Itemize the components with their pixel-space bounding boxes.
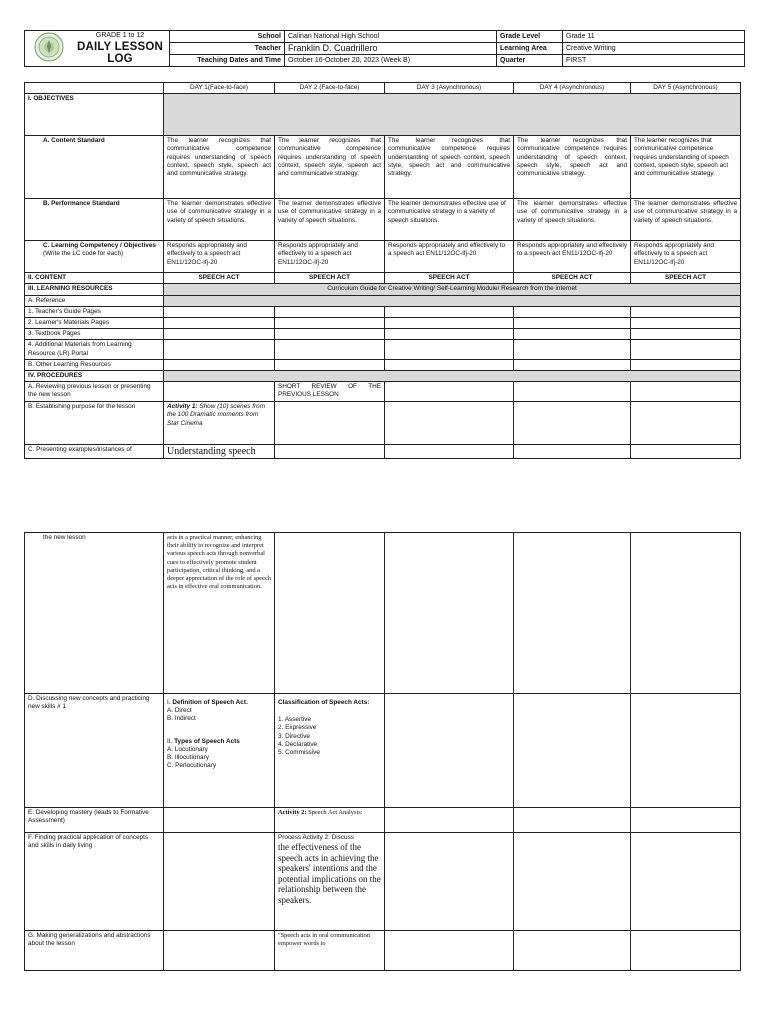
direct-item: A. Direct: [167, 707, 192, 715]
cell: [631, 359, 741, 370]
cell: [514, 833, 631, 931]
cell: [631, 694, 741, 808]
proc-e-day2: [275, 808, 385, 833]
indirect-item: B. Indirect: [167, 715, 196, 723]
procedures-grey: [164, 371, 741, 382]
cell: [514, 382, 631, 402]
types-heading: [167, 738, 271, 746]
quarter-label: Quarter: [497, 55, 563, 67]
day-header-5: DAY 5 (Asynchronous): [631, 83, 741, 94]
proc-c-day1-bottom: acts in a practical manner, enhancing their ability to recognize and interpret various speech acts through nonverbal cues to effectively promote student participation, critical thinking, and a deeper appreciation of the role of speech acts in effective oral communication.: [164, 533, 275, 694]
commissive-item: 5. Commissive: [278, 749, 320, 757]
cell: [385, 318, 514, 329]
definition-heading: [167, 699, 271, 707]
proc-d-label: D. Discussing new concepts and practicing new skills # 1: [25, 694, 164, 808]
performance-standard-day1: The learner demonstrates effective use of communicative strategy in a variety of speech situations.: [164, 199, 275, 241]
cell: [275, 533, 385, 694]
reference-label: A. Reference: [25, 295, 164, 306]
school-value: Calinan National High School: [285, 31, 497, 43]
content-standard-day4: The learner recognizes that communicative competence requires understanding of speech context, speech style, speech act and communicative strategy.: [514, 136, 631, 199]
learners-materials-label: 2. Learner's Materials Pages: [25, 318, 164, 329]
school-label: School: [170, 31, 285, 43]
performance-standard-day5: The learner demonstrates effective use of communicative strategy in a variety of speech situations.: [631, 199, 741, 241]
cell: [514, 533, 631, 694]
objectives-grey-band: [164, 94, 741, 136]
spacer: [278, 707, 381, 716]
cell: [385, 306, 514, 317]
content-standard-label: A. Content Standard: [25, 136, 164, 199]
cell: [164, 808, 275, 833]
activity2-rest: Speech Act Analysis:: [306, 809, 363, 816]
day-header-1: DAY 1(Face-to-face): [164, 83, 275, 94]
lesson-log-table-page1: [24, 82, 741, 459]
resources-heading: III. LEARNING RESOURCES: [25, 284, 164, 295]
cell: [631, 382, 741, 402]
dates-value: October 16-October 20, 2023 (Week B): [285, 55, 497, 67]
cell: [385, 402, 514, 445]
performance-standard-label: B. Performance Standard: [25, 199, 164, 241]
cell: [514, 318, 631, 329]
competency-label: [25, 241, 164, 273]
perlocutionary-item: C. Perlocutionary: [167, 762, 217, 770]
cell: [275, 306, 385, 317]
assertive-item: 1. Assertive: [278, 716, 312, 724]
procedures-heading: IV. PROCEDURES: [25, 371, 164, 382]
corner-cell: [25, 83, 164, 94]
other-resources-label: B. Other Learning Resources: [25, 359, 164, 370]
cell: [631, 340, 741, 359]
classification-title: Classification of Speech Acts:: [278, 699, 370, 706]
proc-g-label: G. Making generalizations and abstractions about the lesson: [25, 931, 164, 971]
teachers-guide-label: 1. Teacher's Guide Pages: [25, 306, 164, 317]
spacer: [167, 724, 271, 738]
directive-item: 3. Directive: [278, 732, 310, 740]
cell: [631, 931, 741, 971]
day-header-2: DAY 2 (Face-to-face): [275, 83, 385, 94]
grade-range-label: GRADE 1 to 12: [95, 32, 145, 39]
grade-level-value: Grade 11: [563, 31, 745, 43]
cell: [631, 329, 741, 340]
cell: [631, 833, 741, 931]
competency-label-bold: C. Learning Competency / Objectives: [43, 242, 156, 250]
cell: [514, 445, 631, 459]
cell: [514, 694, 631, 808]
cell: [164, 833, 275, 931]
content-day2: SPEECH ACT: [275, 273, 385, 284]
roman-two: II.: [167, 737, 175, 745]
reference-grey: [164, 295, 741, 306]
cell: [164, 382, 275, 402]
textbook-pages-label: 3. Textbook Pages: [25, 329, 164, 340]
objectives-heading: I. OBJECTIVES: [25, 94, 164, 136]
competency-day4: Responds appropriately and effectively to a speech act EN11/12OC-Ifj-20: [514, 241, 631, 273]
cell: [631, 318, 741, 329]
competency-day3: Responds appropriately and effectively to a speech act EN11/12OC-Ifj-20: [385, 241, 514, 273]
cell: [514, 402, 631, 445]
cell: [385, 359, 514, 370]
cell: [385, 382, 514, 402]
definition-title: Definition of Speech Act.: [172, 699, 248, 706]
proc-a-day2: SHORT REVIEW OF THE PREVIOUS LESSON: [275, 382, 385, 402]
cell: [514, 808, 631, 833]
proc-a-label: A. Reviewing previous lesson or presenting the new lesson: [25, 382, 164, 402]
cell: [385, 340, 514, 359]
process-activity-text: the effectiveness of the speech acts in achieving the speakers' intentions and the potential implications on the relationship between the speakers.: [278, 842, 381, 905]
cell: [385, 833, 514, 931]
day-header-4: DAY 4 (Asynchronous): [514, 83, 631, 94]
activity1-rest: Show (10) scenes from the 100 Dramatic moments from Star Cinema: [167, 403, 266, 427]
proc-d-day1: [164, 694, 275, 808]
learning-area-value: Creative Writing: [563, 43, 745, 55]
proc-f-day2: [275, 833, 385, 931]
content-standard-day3: The learner recognizes that communicative competence requires understanding of speech context, speech style, speech act and communicative strategy.: [385, 136, 514, 199]
cell: [385, 445, 514, 459]
cell: [275, 318, 385, 329]
proc-e-label: E. Developing mastery (leads to Formative Assessment): [25, 808, 164, 833]
proc-g-day2: "Speech acts in oral communication empower words to: [275, 931, 385, 971]
lesson-log-table-page2: [24, 532, 741, 971]
teacher-label: Teacher: [170, 43, 285, 55]
cell: [631, 808, 741, 833]
cell: [275, 340, 385, 359]
cell: [164, 329, 275, 340]
cell: [164, 318, 275, 329]
grade-level-label: Grade Level: [497, 31, 563, 43]
performance-standard-day2: The learner demonstrates effective use of communicative strategy in a variety of speech situations.: [275, 199, 385, 241]
cell: [385, 694, 514, 808]
proc-d-day2: [275, 694, 385, 808]
performance-standard-day4: The learner demonstrates effective use of communicative strategy in a variety of speech situations.: [514, 199, 631, 241]
performance-standard-day3: The learner demonstrates effective use of communicative strategy in a variety of speech situations.: [385, 199, 514, 241]
cell: [631, 306, 741, 317]
proc-f-label: F. Finding practical application of concepts and skills in daily living: [25, 833, 164, 931]
learning-area-label: Learning Area: [497, 43, 563, 55]
header-frame: [24, 30, 169, 67]
cell: [514, 329, 631, 340]
content-standard-day1: The learner recognizes that communicative competence requires understanding of speech context, speech style, speech act and communicative strategy.: [164, 136, 275, 199]
cell: [514, 340, 631, 359]
cell: [164, 359, 275, 370]
cell: [164, 340, 275, 359]
competency-day1: Responds appropriately and effectively to a speech act EN11/12OC-Ifj-20: [164, 241, 275, 273]
cell: [275, 445, 385, 459]
dates-label: Teaching Dates and Time: [170, 55, 285, 67]
content-heading: II. CONTENT: [25, 273, 164, 284]
activity1-bold: Activity 1:: [167, 403, 198, 411]
document-title: DAILY LESSON LOG: [76, 41, 164, 65]
content-day1: SPEECH ACT: [164, 273, 275, 284]
types-title: Types of Speech Acts: [174, 737, 240, 745]
illocutionary-item: B. Illocutionary: [167, 754, 209, 762]
roman-one: I.: [167, 699, 173, 706]
cell: [385, 808, 514, 833]
expressive-item: 2. Expressive: [278, 724, 317, 732]
cell: [164, 931, 275, 971]
resources-merged: Curriculum Guide for Creative Writing/ Self-Learning Module/ Research from the internet: [164, 284, 741, 295]
cell: [514, 359, 631, 370]
quarter-value: FIRST: [563, 55, 745, 67]
declarative-item: 4. Declarative: [278, 740, 318, 748]
cell: [631, 533, 741, 694]
proc-c-label-top: C. Presenting examples/instances of: [25, 445, 164, 459]
cell: [275, 329, 385, 340]
cell: [514, 306, 631, 317]
proc-c-label-bottom: the new lesson: [25, 533, 164, 694]
additional-materials-label: 4. Additional Materials from Learning Resource (LR) Portal: [25, 340, 164, 359]
content-standard-day5: The learner recognizes that communicative competence requires understanding of speech context, speech style, speech act and communicative strategy.: [631, 136, 741, 199]
process-activity-label: Process Activity 2: Discuss: [278, 834, 354, 841]
proc-c-day1-top: Understanding speech: [164, 445, 275, 459]
competency-day2: Responds appropriately and effectively to a speech act EN11/12OC-Ifj-20: [275, 241, 385, 273]
cell: [514, 931, 631, 971]
day-header-3: DAY 3 (Asynchronous): [385, 83, 514, 94]
cell: [385, 931, 514, 971]
content-day3: SPEECH ACT: [385, 273, 514, 284]
cell: [275, 402, 385, 445]
cell: [275, 359, 385, 370]
activity2-bold: Activity 2:: [278, 809, 307, 816]
cell: [631, 402, 741, 445]
competency-label-rest: (Write the LC code for each): [43, 250, 124, 258]
cell: [385, 533, 514, 694]
cell: [164, 306, 275, 317]
competency-day5: Responds appropriately and effectively to a speech act EN11/12OC-Ifj-20: [631, 241, 741, 273]
locutionary-item: A. Locutionary: [167, 745, 208, 753]
content-standard-day2: The learner recognizes that communicative competence requires understanding of speech context, speech style, speech act and communicative strategy.: [275, 136, 385, 199]
content-day4: SPEECH ACT: [514, 273, 631, 284]
header-info-table: [169, 30, 745, 67]
content-day5: SPEECH ACT: [631, 273, 741, 284]
teacher-value: Franklin D. Cuadrillero: [285, 43, 497, 55]
cell: [631, 445, 741, 459]
proc-b-label: B. Establishing purpose for the lesson: [25, 402, 164, 445]
proc-b-day1: [164, 402, 275, 445]
cell: [385, 329, 514, 340]
